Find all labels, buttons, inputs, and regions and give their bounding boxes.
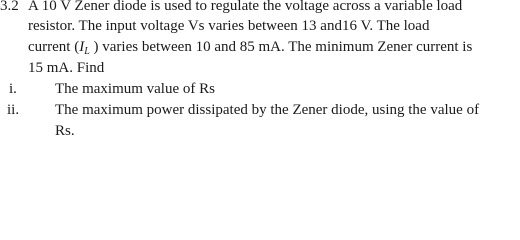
- line-3-suffix: ) varies between 10 and 85 mA. The minimum Zener current is: [89, 39, 473, 55]
- question-2-label: ii.: [7, 102, 20, 118]
- problem-intro-line-3: [28, 38, 472, 56]
- problem-intro-line-4: 15 mA. Find: [28, 60, 105, 76]
- question-1-text: The maximum value of Rs: [55, 81, 215, 97]
- question-2-text: The maximum power dissipated by the Zener diode, using the value of: [55, 102, 480, 118]
- line-3-prefix: current (: [28, 39, 80, 55]
- load-current-subscript: L: [84, 46, 90, 57]
- problem-intro-line-1: A 10 V Zener diode is used to regulate the voltage across a variable load: [28, 0, 463, 14]
- question-2-continuation: Rs.: [55, 123, 75, 139]
- problem-intro-line-2: resistor. The input voltage Vs varies between 13 and16 V. The load: [28, 18, 430, 34]
- question-1-label: i.: [9, 81, 17, 97]
- problem-number: 3.2: [0, 0, 19, 14]
- load-current-symbol: I: [79, 39, 85, 55]
